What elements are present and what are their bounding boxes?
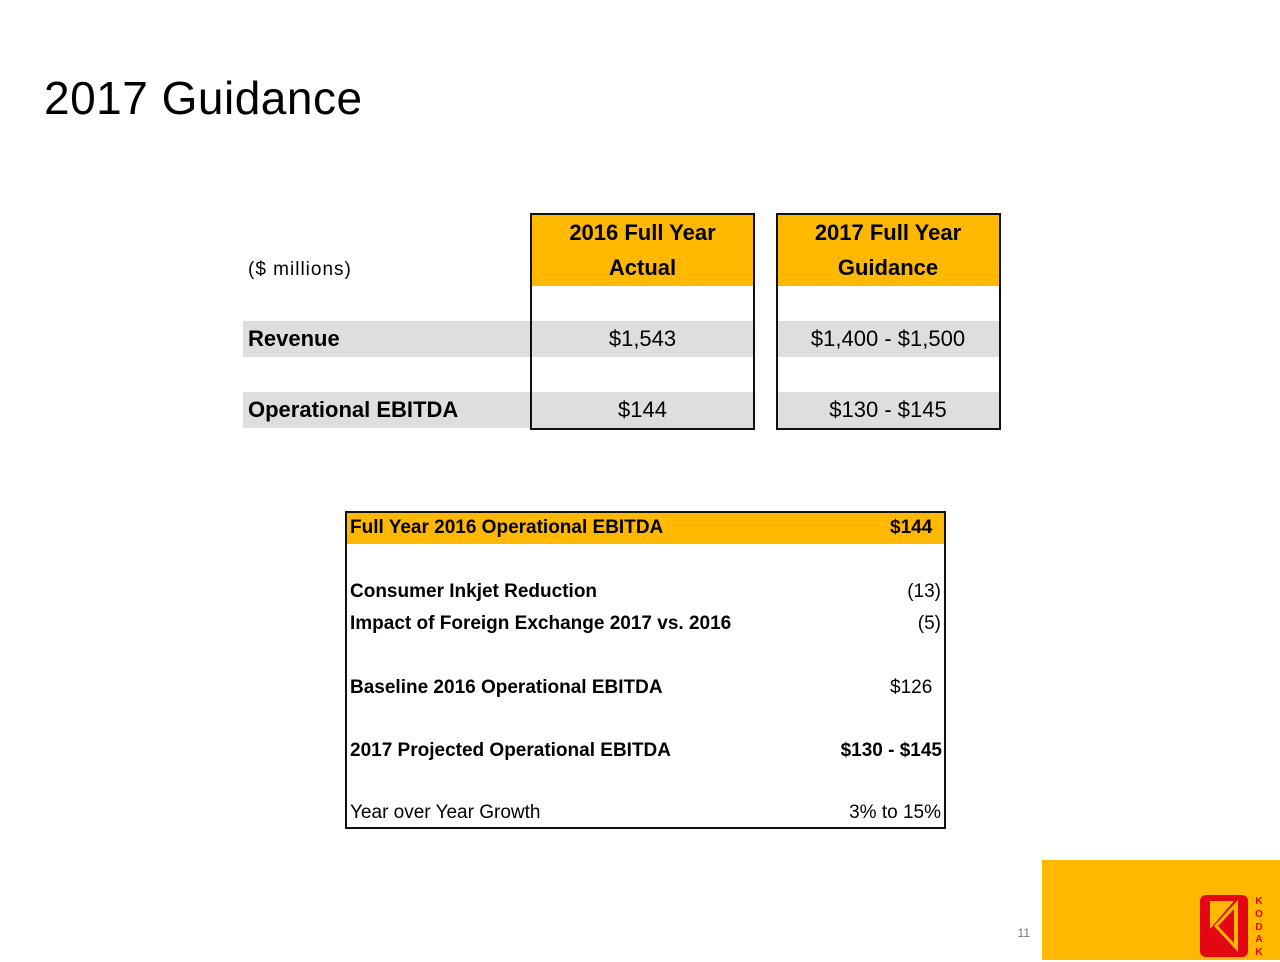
col-header-actual-line2: Actual [608, 255, 677, 280]
adjustment-label: Consumer Inkjet Reduction [350, 581, 598, 602]
col-header-actual-line1: 2016 Full Year [569, 220, 716, 245]
adjustment-label: Impact of Foreign Exchange 2017 vs. 2016 [350, 613, 732, 634]
growth-label: Year over Year Growth [350, 802, 541, 823]
units-label: ($ millions) [248, 259, 352, 280]
row-label-revenue: Revenue [248, 326, 340, 351]
adjustment-value: (13) [907, 581, 941, 602]
col-header-guidance-line2: Guidance [837, 255, 939, 280]
page-title: 2017 Guidance [44, 72, 363, 124]
revenue-actual: $1,543 [608, 326, 677, 351]
projected-value: $130 - $145 [840, 740, 942, 761]
ebitda-guidance: $130 - $145 [829, 397, 947, 422]
bridge-header-value: $144 [890, 517, 933, 538]
growth-value: 3% to 15% [849, 802, 941, 823]
baseline-label: Baseline 2016 Operational EBITDA [350, 677, 663, 698]
revenue-guidance: $1,400 - $1,500 [810, 326, 966, 351]
actual-column-frame [530, 213, 755, 430]
baseline-value: $126 [890, 677, 933, 698]
bridge-header-label: Full Year 2016 Operational EBITDA [350, 517, 664, 538]
kodak-wordmark: K O D A K [1255, 896, 1263, 958]
bridge-table-frame [345, 511, 946, 829]
row-label-ebitda: Operational EBITDA [248, 397, 459, 422]
page-number: 11 [1017, 926, 1030, 940]
adjustment-value: (5) [917, 613, 941, 634]
projected-label: 2017 Projected Operational EBITDA [350, 740, 671, 761]
ebitda-actual: $144 [618, 397, 667, 422]
col-header-guidance-line1: 2017 Full Year [814, 220, 962, 245]
kodak-logo-icon [1200, 895, 1248, 957]
guidance-column-frame [776, 213, 1001, 430]
